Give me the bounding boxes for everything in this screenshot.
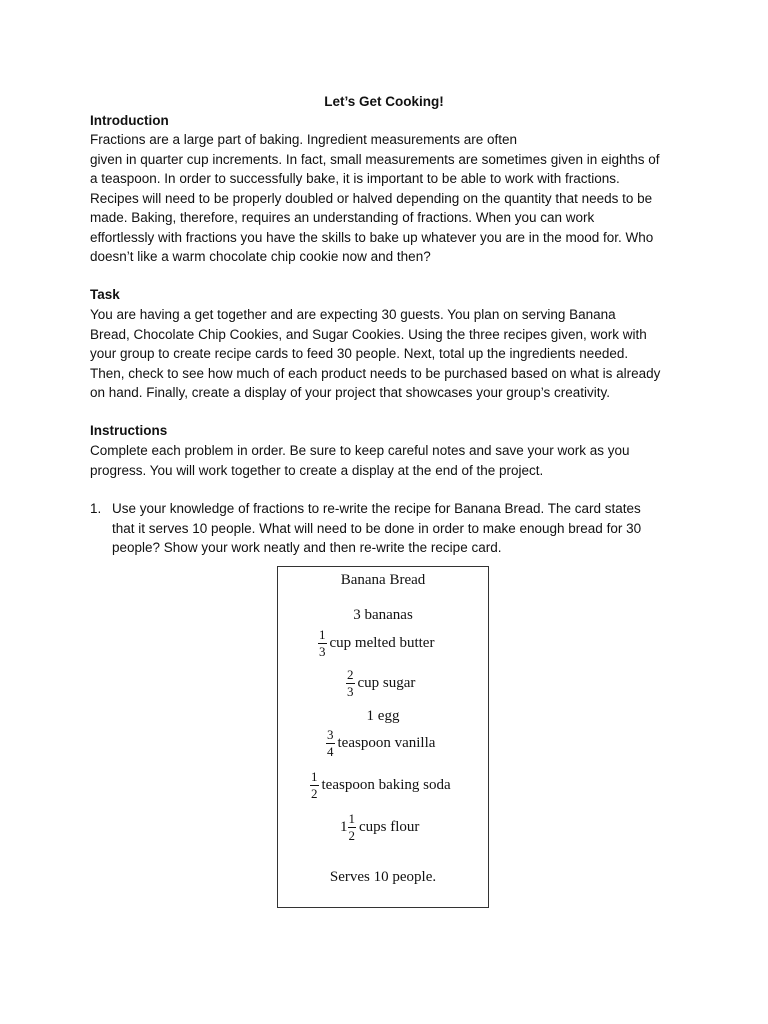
- ingredient-bananas: 3 bananas: [353, 607, 413, 623]
- paragraph-line: your group to create recipe cards to feed 30 people. Next, total up the ingredients needed.: [90, 346, 629, 361]
- ingredient-text: teaspoon baking soda: [321, 776, 451, 793]
- paragraph-line: doesn’t like a warm chocolate chip cookie now and then?: [90, 249, 431, 264]
- ingredient-text: cup melted butter: [329, 634, 435, 651]
- mixed-number-whole: 1: [340, 819, 348, 835]
- ingredient-text: teaspoon vanilla: [337, 734, 436, 751]
- ingredient-flour: [278, 812, 550, 843]
- ingredient-text: cup sugar: [357, 674, 416, 691]
- fraction: $\frac{1}{2}$: [348, 811, 355, 843]
- paragraph-line: made. Baking, therefore, requires an understanding of fractions. When you can work: [90, 210, 595, 225]
- problem-line: that it serves 10 people. What will need to be done in order to make enough bread for 30: [112, 520, 642, 536]
- paragraph-line: progress. You will work together to create a display at the end of the project.: [90, 462, 544, 478]
- fraction: $\frac{2}{3}$: [347, 667, 354, 699]
- recipe-serves: Serves 10 people.: [329, 869, 437, 885]
- ingredient-sugar: [278, 668, 556, 699]
- problem-line: Use your knowledge of fractions to re-write the recipe for Banana Bread. The card states: [112, 501, 641, 516]
- paragraph-line: a teaspoon. In order to successfully bake, it is important to be able to work with fractions.: [90, 171, 620, 186]
- problem-number: 1.: [90, 501, 102, 516]
- ingredient-butter: [278, 628, 528, 659]
- paragraph-line: on hand. Finally, create a display of your project that showcases your group’s creativity.: [90, 385, 611, 400]
- problem-1: [90, 499, 690, 558]
- task-paragraph: [90, 305, 690, 403]
- paragraph-line: given in quarter cup increments. In fact, small measurements are sometimes given in eighths of: [90, 151, 660, 167]
- paragraph-line: effortlessly with fractions you have the skills to bake up whatever you are in the mood for. Who: [90, 229, 654, 245]
- introduction-paragraph: [90, 130, 690, 267]
- fraction: $\frac{3}{4}$: [327, 727, 334, 759]
- paragraph-line: Bread, Chocolate Chip Cookies, and Sugar Cookies. Using the three recipes given, work with: [90, 326, 647, 342]
- paragraph-line: Complete each problem in order. Be sure to keep careful notes and save your work as you: [90, 443, 630, 458]
- ingredient-baking-soda: [278, 770, 520, 801]
- task-heading: Task: [90, 287, 120, 302]
- fraction: $\frac{1}{3}$: [319, 627, 326, 659]
- paragraph-line: Recipes will need to be properly doubled or halved depending on the quantity that needs to be: [90, 190, 653, 206]
- recipe-card-banana-bread: [277, 566, 489, 908]
- fraction: $\frac{1}{2}$: [311, 769, 318, 801]
- paragraph-line: Then, check to see how much of each product needs to be purchased based on what is already: [90, 365, 661, 381]
- paragraph-line: You are having a get together and are expecting 30 guests. You plan on serving Banana: [90, 307, 616, 322]
- recipe-title: Banana Bread: [340, 572, 426, 588]
- paragraph-line: Fractions are a large part of baking. Ingredient measurements are often: [90, 132, 517, 147]
- ingredient-egg: 1 egg: [366, 708, 400, 724]
- introduction-heading: Introduction: [90, 113, 169, 128]
- problem-line: people? Show your work neatly and then re-write the recipe card.: [112, 540, 502, 555]
- ingredient-text: cups flour: [359, 818, 420, 835]
- instructions-paragraph: [90, 441, 690, 480]
- ingredient-vanilla: [278, 728, 536, 759]
- instructions-heading: Instructions: [90, 423, 168, 438]
- page-title: Let’s Get Cooking!: [324, 94, 444, 109]
